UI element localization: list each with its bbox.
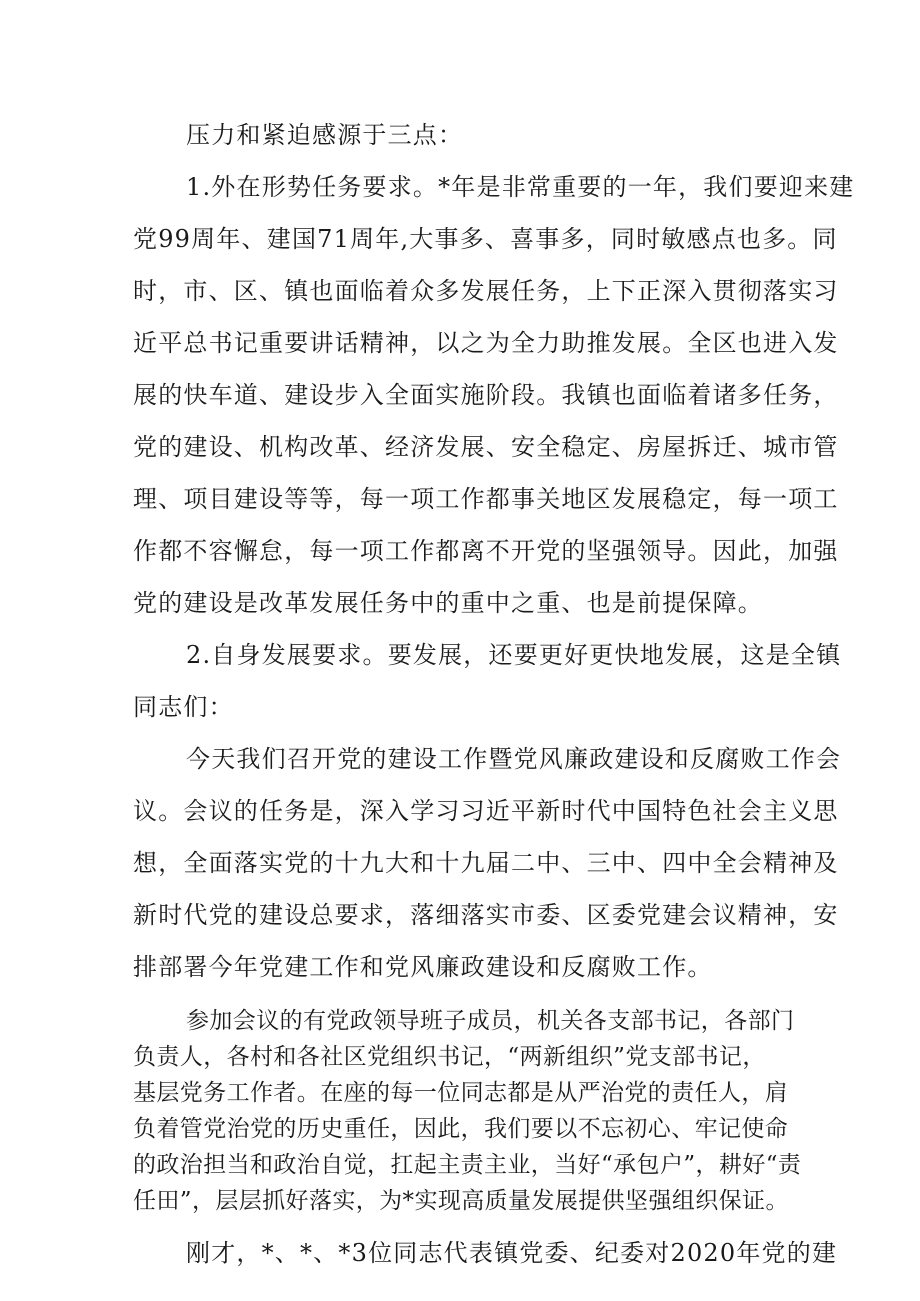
text-line: 的政治担当和政治自觉，扛起主责主业，当好“承包户”，耕好“责: [133, 1152, 802, 1178]
text-line: 参加会议的有党政领导班子成员，机关各支部书记，各部门: [186, 1008, 795, 1034]
text-line: 近平总书记重要讲话精神，以之为全力助推发展。全区也进入发: [133, 329, 839, 357]
text-line: 同志们：: [133, 693, 234, 721]
text-line: 党的建设是改革发展任务中的重中之重、也是前提保障。: [133, 589, 763, 617]
text-line: 理、项目建设等等，每一项工作都事关地区发展稳定，每一项工: [133, 485, 839, 513]
text-line: 排部署今年党建工作和党风廉政建设和反腐败工作。: [133, 953, 713, 981]
text-line: 基层党务工作者。在座的每一位同志都是从严治党的责任人，肩: [133, 1080, 789, 1106]
text-line: 压力和紧迫感源于三点：: [186, 121, 464, 149]
text-line: 负着管党治党的历史重任，因此，我们要以不忘初心、牢记使命: [133, 1116, 789, 1142]
text-line: 刚才，*、*、*3位同志代表镇党委、纪委对2020年党的建: [186, 1239, 838, 1267]
text-line: 议。会议的任务是，深入学习习近平新时代中国特色社会主义思: [133, 797, 839, 825]
text-line: 任田”，层层抓好落实，为*实现高质量发展提供坚强组织保证。: [133, 1188, 789, 1214]
text-line: 作都不容懈怠，每一项工作都离不开党的坚强领导。因此，加强: [133, 537, 839, 565]
text-line: 新时代党的建设总要求，落细落实市委、区委党建会议精神，安: [133, 901, 839, 929]
text-line: 展的快车道、建设步入全面实施阶段。我镇也面临着诸多任务，: [133, 381, 839, 409]
text-line: 今天我们召开党的建设工作暨党风廉政建设和反腐败工作会: [186, 745, 842, 773]
text-line: 党99周年、建国71周年,大事多、喜事多，同时敏感点也多。同: [133, 225, 838, 253]
text-line: 时，市、区、镇也面临着众多发展任务，上下正深入贯彻落实习: [133, 277, 839, 305]
text-line: 党的建设、机构改革、经济发展、安全稳定、房屋拆迁、城市管: [133, 433, 839, 461]
text-line: 负责人，各村和各社区党组织书记，“两新组织”党支部书记，: [133, 1044, 766, 1070]
text-line: 想，全面落实党的十九大和十九届二中、三中、四中全会精神及: [133, 849, 839, 877]
text-line: 1.外在形势任务要求。*年是非常重要的一年，我们要迎来建: [186, 173, 855, 201]
text-line: 2.自身发展要求。要发展，还要更好更快地发展，这是全镇: [186, 641, 842, 669]
